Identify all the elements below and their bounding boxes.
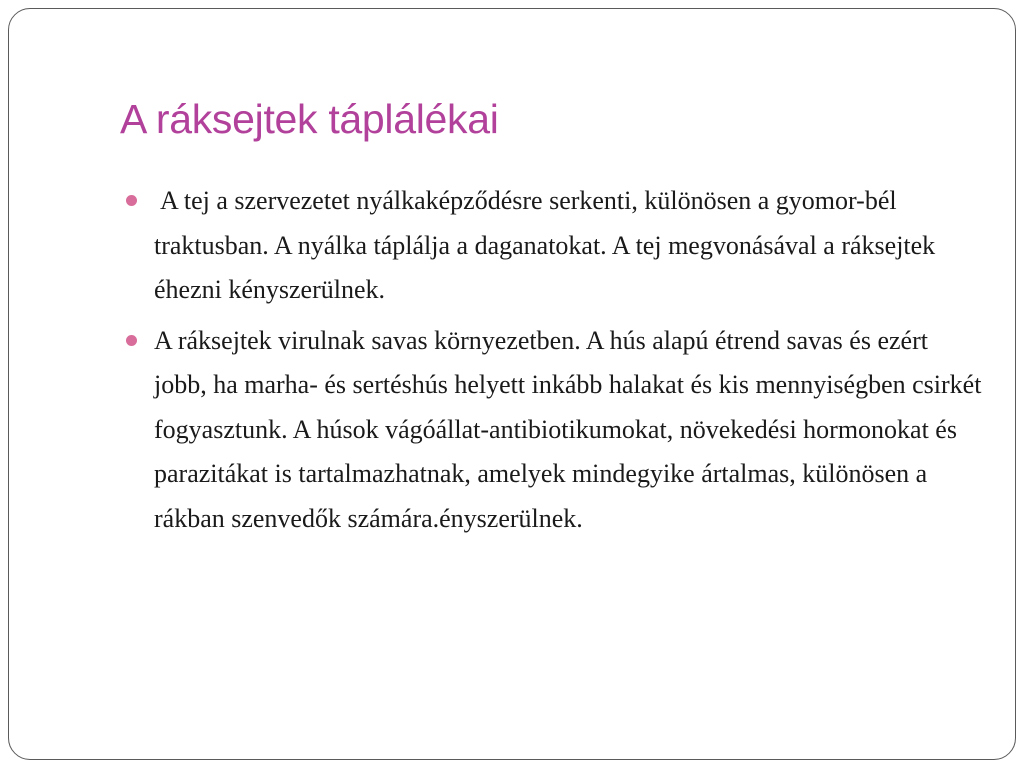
- bullet-text: A tej a szervezetet nyálkaképződésre serkenti, különösen a gyomor-bél traktusban. A nyálka táplálja a daganatokat. A tej megvonásával a ráksejtek éhezni kényszerülnek.: [154, 186, 936, 304]
- bullet-dot-icon: [126, 335, 137, 346]
- bullet-dot-icon: [126, 195, 137, 206]
- bullet-list: [154, 179, 984, 547]
- bullet-item: [154, 179, 984, 313]
- slide-frame: [8, 8, 1016, 760]
- bullet-item: [154, 319, 984, 542]
- bullet-text: A ráksejtek virulnak savas környezetben. A hús alapú étrend savas és ezért jobb, ha marha- és sertéshús helyett inkább halakat és kis mennyiségben csirkét fogyasztunk. A húsok vágóállat-antibiotikumokat, növekedési hormonokat és parazitákat is tartalmazhatnak, amelyek mindegyike ártalmas, különösen a rákban szenvedők számára.ényszerülnek.: [154, 325, 982, 533]
- slide-title: A ráksejtek táplálékai: [120, 96, 499, 142]
